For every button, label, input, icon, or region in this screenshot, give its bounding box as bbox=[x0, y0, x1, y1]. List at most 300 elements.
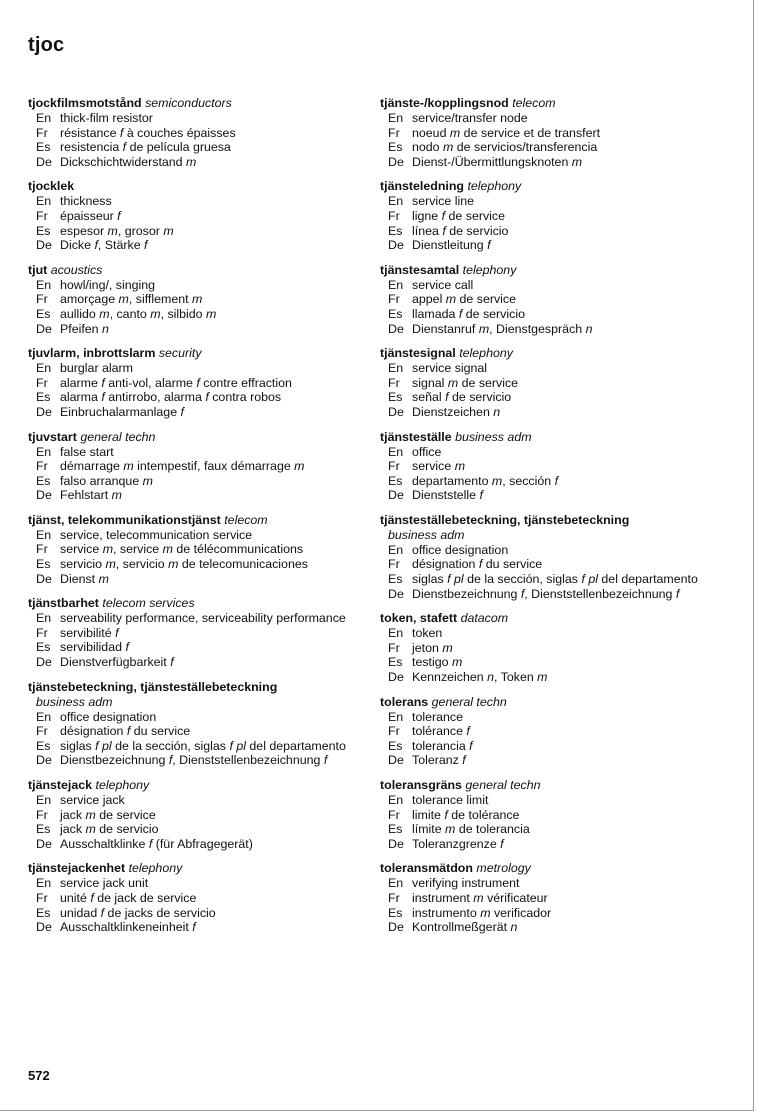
dictionary-entry bbox=[28, 596, 373, 669]
translation-row bbox=[28, 474, 373, 489]
translation-fragment: servibilidad bbox=[60, 640, 126, 655]
domain-label: telecom bbox=[224, 512, 268, 527]
translation-row bbox=[28, 891, 373, 906]
translation-text bbox=[412, 793, 730, 808]
translation-text bbox=[60, 390, 373, 405]
translation-row bbox=[380, 278, 730, 293]
translation-fragment: tolerance limit bbox=[412, 793, 489, 807]
translation-fragment: de télécommunications bbox=[172, 542, 304, 557]
translation-row bbox=[28, 837, 373, 852]
translation-fragment: Dienst bbox=[60, 571, 99, 586]
translation-fragment: instrumento bbox=[412, 905, 481, 920]
translation-fragment: service jack bbox=[60, 793, 125, 807]
translation-text bbox=[60, 405, 373, 420]
translation-fragment: Einbruchalarmanlage bbox=[60, 404, 181, 419]
translation-text bbox=[412, 307, 730, 322]
translation-fragment: servibilité bbox=[60, 625, 116, 640]
translation-row bbox=[380, 209, 730, 224]
translation-fragment: Dienstbezeichnung bbox=[60, 753, 169, 768]
translation-row bbox=[28, 459, 373, 474]
translation-fragment: service jack unit bbox=[60, 876, 149, 891]
translation-fragment: Kennzeichen bbox=[412, 670, 488, 685]
translation-text bbox=[412, 920, 730, 935]
translation-text bbox=[60, 906, 373, 921]
translation-text bbox=[60, 572, 373, 587]
translation-row bbox=[380, 641, 730, 656]
translation-fragment: de service et de transfert bbox=[460, 125, 601, 140]
language-code: Es bbox=[36, 557, 51, 572]
grammar-tag: f bbox=[205, 390, 209, 405]
translation-text bbox=[60, 528, 373, 543]
translation-fragment: limite bbox=[412, 807, 445, 822]
translation-row bbox=[28, 753, 373, 768]
translation-fragment: , canto bbox=[109, 306, 151, 321]
translation-row bbox=[380, 655, 730, 670]
translation-fragment: de jack de service bbox=[93, 890, 197, 905]
translation-fragment: service signal bbox=[412, 361, 488, 376]
translation-text bbox=[412, 572, 730, 587]
language-code: De bbox=[388, 488, 404, 503]
translation-row bbox=[28, 126, 373, 141]
dictionary-entry bbox=[380, 695, 730, 768]
grammar-tag: m bbox=[142, 473, 153, 488]
language-code: Es bbox=[388, 473, 403, 488]
grammar-tag: f bbox=[115, 625, 119, 640]
dictionary-entry bbox=[28, 179, 373, 252]
translation-row bbox=[28, 278, 373, 293]
translation-text bbox=[60, 361, 373, 376]
language-code: En bbox=[36, 277, 52, 292]
translation-fragment: de service bbox=[445, 208, 505, 223]
dictionary-entry bbox=[28, 263, 373, 336]
language-code: Fr bbox=[388, 640, 400, 655]
translation-row bbox=[380, 111, 730, 126]
grammar-tag: m bbox=[445, 822, 456, 837]
translation-row bbox=[28, 808, 373, 823]
language-code: De bbox=[36, 753, 52, 768]
grammar-tag: f bbox=[125, 640, 129, 655]
translation-fragment: Dickschichtwiderstand bbox=[60, 154, 187, 169]
language-code: Es bbox=[36, 738, 51, 753]
translation-text bbox=[412, 891, 730, 906]
domain-label: general techn bbox=[80, 429, 156, 444]
dictionary-entry bbox=[28, 680, 373, 768]
translation-fragment: token bbox=[412, 626, 443, 641]
grammar-tag: f bbox=[466, 724, 470, 739]
translation-fragment: intempestif, faux démarrage bbox=[133, 459, 295, 474]
translation-row bbox=[28, 724, 373, 739]
translation-text bbox=[412, 405, 730, 420]
translation-fragment: du service bbox=[130, 724, 191, 739]
headword: tolerans bbox=[380, 694, 429, 709]
language-code: Es bbox=[388, 223, 403, 238]
headword: tjänstbarhet bbox=[28, 596, 99, 611]
language-code: En bbox=[36, 793, 52, 807]
grammar-tag: m bbox=[491, 473, 503, 488]
page-title: tjoc bbox=[28, 34, 65, 56]
grammar-tag: m bbox=[105, 557, 116, 572]
translation-fragment: , Dienststellenbezeichnung bbox=[172, 753, 324, 768]
language-code: En bbox=[388, 709, 404, 724]
translation-row bbox=[380, 474, 730, 489]
translation-text bbox=[60, 793, 373, 808]
grammar-tag: f bbox=[101, 390, 105, 405]
domain-label: telephony bbox=[462, 262, 517, 277]
translation-fragment: thickness bbox=[60, 194, 112, 209]
translation-row bbox=[28, 920, 373, 935]
headword: tjänste-/kopplingsnod bbox=[380, 96, 509, 110]
dictionary-entry bbox=[380, 778, 730, 851]
translation-row bbox=[380, 710, 730, 725]
grammar-tag: f bbox=[675, 586, 680, 601]
translation-fragment: Dienstleitung bbox=[412, 238, 488, 253]
grammar-tag: m bbox=[111, 488, 122, 503]
translation-row bbox=[28, 238, 373, 253]
grammar-tag: m bbox=[294, 459, 305, 474]
grammar-tag: f bbox=[554, 473, 559, 488]
translation-row bbox=[28, 155, 373, 170]
translation-fragment: de servicio bbox=[448, 390, 512, 405]
translation-text bbox=[60, 724, 373, 739]
translation-fragment: departamento bbox=[412, 473, 492, 488]
translation-text bbox=[60, 542, 373, 557]
translation-fragment: épaisseur bbox=[60, 208, 118, 223]
translation-row bbox=[28, 611, 373, 626]
translation-fragment: jack bbox=[60, 822, 86, 837]
translation-fragment: verifying instrument bbox=[412, 876, 520, 891]
entry-term bbox=[28, 179, 373, 194]
language-code: Fr bbox=[36, 890, 48, 905]
translation-text bbox=[412, 710, 730, 725]
grammar-tag: m bbox=[107, 223, 118, 238]
domain-label: telephony bbox=[95, 778, 150, 792]
translation-row bbox=[28, 209, 373, 224]
domain-label: telecom services bbox=[102, 596, 195, 611]
language-code: En bbox=[388, 876, 404, 891]
translation-fragment: Fehlstart bbox=[60, 488, 112, 503]
translation-text bbox=[412, 238, 730, 253]
translation-row bbox=[380, 543, 730, 558]
translation-fragment: , silbido bbox=[160, 306, 207, 321]
domain-label: telephony bbox=[128, 861, 183, 876]
grammar-tag: m bbox=[98, 571, 109, 586]
translation-row bbox=[380, 572, 730, 587]
translation-fragment: tolérance bbox=[412, 724, 467, 739]
translation-row bbox=[380, 793, 730, 808]
grammar-tag: f bbox=[478, 557, 483, 572]
grammar-tag: f bbox=[487, 238, 491, 253]
translation-row bbox=[380, 876, 730, 891]
translation-fragment: jeton bbox=[412, 640, 443, 655]
grammar-tag: f bbox=[442, 223, 446, 238]
translation-row bbox=[380, 557, 730, 572]
translation-text bbox=[60, 753, 373, 768]
dictionary-entry bbox=[380, 263, 730, 336]
grammar-tag: f bbox=[94, 238, 98, 253]
translation-fragment: , servicio bbox=[115, 557, 169, 572]
grammar-tag: m bbox=[537, 670, 548, 685]
language-code: En bbox=[388, 793, 404, 807]
grammar-tag: m bbox=[85, 822, 96, 837]
language-code: De bbox=[36, 404, 52, 419]
translation-text bbox=[412, 194, 730, 209]
headword: tjänsteställebeteckning, tjänstebeteckning bbox=[380, 512, 630, 527]
language-code: En bbox=[388, 194, 404, 209]
translation-row bbox=[28, 906, 373, 921]
language-code: Fr bbox=[36, 459, 48, 474]
translation-text bbox=[412, 739, 730, 754]
headword: token, stafett bbox=[380, 611, 458, 626]
translation-row bbox=[28, 710, 373, 725]
grammar-tag: f bbox=[441, 208, 446, 223]
grammar-tag: f bbox=[192, 920, 196, 935]
translation-row bbox=[380, 194, 730, 209]
translation-fragment: , sección bbox=[502, 473, 555, 488]
translation-text bbox=[60, 655, 373, 670]
translation-fragment: appel bbox=[412, 292, 446, 307]
page-number: 572 bbox=[28, 1068, 50, 1083]
grammar-tag: f bbox=[196, 375, 200, 390]
translation-row bbox=[28, 640, 373, 655]
translation-row bbox=[380, 837, 730, 852]
grammar-tag: f bbox=[126, 724, 131, 739]
translation-text bbox=[60, 445, 373, 460]
language-code: En bbox=[388, 444, 404, 459]
translation-row bbox=[380, 488, 730, 503]
translation-text bbox=[412, 876, 730, 891]
translation-fragment: unité bbox=[60, 890, 91, 905]
translation-row bbox=[28, 572, 373, 587]
translation-fragment: de la sección, siglas bbox=[111, 738, 230, 753]
translation-row bbox=[380, 739, 730, 754]
translation-row bbox=[28, 626, 373, 641]
grammar-tag: f bbox=[90, 890, 94, 905]
translation-row bbox=[28, 376, 373, 391]
translation-fragment: del departamento bbox=[597, 572, 698, 587]
translation-fragment: testigo bbox=[412, 655, 452, 670]
headword: tjänstebeteckning, tjänsteställebeteckning bbox=[28, 679, 278, 694]
translation-fragment: Toleranz bbox=[412, 753, 463, 768]
entry-term bbox=[28, 346, 373, 361]
language-code: De bbox=[36, 655, 52, 670]
translation-fragment: siglas bbox=[60, 738, 96, 753]
translation-row bbox=[380, 405, 730, 420]
grammar-tag: m bbox=[473, 890, 484, 905]
domain-label: acoustics bbox=[50, 262, 103, 277]
translation-fragment: tolerancia bbox=[412, 738, 470, 753]
entry-term bbox=[380, 179, 730, 194]
language-code: Fr bbox=[388, 125, 400, 140]
translation-text bbox=[412, 140, 730, 155]
translation-text bbox=[60, 626, 373, 641]
grammar-tag: f pl bbox=[447, 572, 464, 587]
translation-fragment: serveability performance, serviceability performance bbox=[60, 611, 346, 626]
translation-fragment: , sifflement bbox=[128, 292, 193, 307]
translation-text bbox=[60, 111, 373, 126]
entry-term bbox=[28, 596, 373, 611]
translation-fragment: , Dienststellenbezeichnung bbox=[524, 586, 676, 601]
entry-term bbox=[28, 263, 373, 278]
grammar-tag: f bbox=[323, 753, 328, 768]
dictionary-entry bbox=[380, 861, 730, 934]
translation-row bbox=[380, 361, 730, 376]
translation-text bbox=[412, 390, 730, 405]
headword: toleransgräns bbox=[380, 778, 462, 792]
translation-row bbox=[28, 793, 373, 808]
language-code: Es bbox=[388, 738, 403, 753]
grammar-tag: m bbox=[478, 321, 490, 336]
translation-row bbox=[380, 626, 730, 641]
translation-fragment: noeud bbox=[412, 125, 450, 140]
domain-label: semiconductors bbox=[145, 96, 232, 110]
translation-row bbox=[380, 891, 730, 906]
language-code: De bbox=[388, 753, 404, 768]
headword: tjockfilmsmotstånd bbox=[28, 96, 142, 110]
language-code: En bbox=[388, 361, 404, 376]
translation-fragment: contre effraction bbox=[199, 375, 292, 390]
grammar-tag: f bbox=[144, 238, 148, 253]
translation-text bbox=[60, 837, 373, 852]
translation-text bbox=[60, 278, 373, 293]
translation-row bbox=[380, 920, 730, 935]
grammar-tag: f pl bbox=[95, 738, 112, 753]
headword: tjänstesignal bbox=[380, 346, 456, 361]
translation-fragment: désignation bbox=[412, 557, 479, 572]
translation-text bbox=[412, 626, 730, 641]
translation-fragment: resistencia bbox=[60, 140, 123, 155]
translation-row bbox=[28, 542, 373, 557]
entry-term bbox=[380, 695, 730, 710]
translation-fragment: de servicios/transferencia bbox=[453, 140, 598, 155]
language-code: Fr bbox=[36, 807, 48, 822]
translation-text bbox=[412, 808, 730, 823]
translation-fragment: service call bbox=[412, 277, 474, 292]
translation-fragment: falso arranque bbox=[60, 473, 143, 488]
language-code: En bbox=[388, 626, 404, 641]
domain-label: business adm bbox=[36, 694, 113, 709]
grammar-tag: f bbox=[520, 586, 525, 601]
language-code: Es bbox=[36, 140, 51, 155]
grammar-tag: m bbox=[163, 223, 174, 238]
language-code: Fr bbox=[36, 724, 48, 739]
grammar-tag: f bbox=[444, 807, 448, 822]
grammar-tag: n bbox=[102, 321, 109, 336]
language-code: En bbox=[36, 361, 52, 376]
translation-fragment: office designation bbox=[60, 709, 157, 724]
translation-row bbox=[380, 140, 730, 155]
entry-term bbox=[380, 778, 730, 793]
translation-text bbox=[412, 292, 730, 307]
translation-fragment: burglar alarm bbox=[60, 361, 133, 376]
grammar-tag: f bbox=[100, 905, 105, 920]
grammar-tag: m bbox=[443, 140, 454, 155]
translation-text bbox=[60, 640, 373, 655]
translation-fragment: de service bbox=[95, 807, 156, 822]
headword: tjuvlarm, inbrottslarm bbox=[28, 346, 156, 361]
grammar-tag: f bbox=[170, 655, 174, 670]
grammar-tag: m bbox=[118, 292, 129, 307]
translation-row bbox=[28, 224, 373, 239]
translation-text bbox=[60, 488, 373, 503]
language-code: De bbox=[36, 321, 52, 336]
translation-row bbox=[28, 876, 373, 891]
grammar-tag: n bbox=[585, 321, 593, 336]
language-code: Es bbox=[36, 905, 51, 920]
language-code: En bbox=[36, 527, 52, 542]
translation-fragment: de service bbox=[458, 375, 519, 390]
translation-text bbox=[412, 655, 730, 670]
entry-term bbox=[28, 430, 373, 445]
translation-text bbox=[412, 278, 730, 293]
language-code: Fr bbox=[388, 459, 400, 474]
translation-row bbox=[28, 307, 373, 322]
translation-fragment: signal bbox=[412, 375, 448, 390]
entry-term bbox=[380, 430, 730, 445]
domain-label: business adm bbox=[388, 527, 465, 542]
language-code: De bbox=[36, 488, 52, 503]
language-code: De bbox=[36, 154, 52, 169]
grammar-tag: f bbox=[462, 753, 466, 768]
translation-row bbox=[28, 655, 373, 670]
translation-fragment: Dienstanruf bbox=[412, 321, 479, 336]
grammar-tag: m bbox=[451, 655, 463, 670]
headword: toleransmätdon bbox=[380, 861, 473, 876]
grammar-tag: m bbox=[99, 306, 110, 321]
translation-text bbox=[60, 808, 373, 823]
translation-fragment: Ausschaltklinke bbox=[60, 836, 149, 851]
headword: tjänst, telekommunikationstjänst bbox=[28, 512, 221, 527]
translation-text bbox=[412, 837, 730, 852]
translation-text bbox=[412, 753, 730, 768]
translation-row bbox=[28, 739, 373, 754]
language-code: De bbox=[388, 238, 404, 253]
language-code: Es bbox=[388, 140, 403, 155]
translation-text bbox=[60, 307, 373, 322]
dictionary-entry bbox=[380, 513, 730, 601]
grammar-tag: m bbox=[206, 306, 217, 321]
language-code: Fr bbox=[388, 557, 400, 572]
translation-text bbox=[412, 670, 730, 685]
entry-term bbox=[28, 96, 373, 111]
translation-fragment: à couches épaisses bbox=[123, 125, 236, 140]
translation-fragment: de servicio bbox=[462, 306, 525, 321]
dictionary-entry bbox=[28, 430, 373, 503]
entry-term bbox=[380, 346, 730, 361]
language-code: Fr bbox=[36, 125, 48, 140]
translation-text bbox=[412, 822, 730, 837]
translation-fragment: , Dienstgespräch bbox=[489, 321, 586, 336]
translation-text bbox=[60, 376, 373, 391]
translation-fragment: límite bbox=[412, 822, 446, 837]
grammar-tag: f bbox=[119, 125, 124, 140]
translation-fragment: antirrobo, alarma bbox=[104, 390, 206, 405]
grammar-tag: m bbox=[445, 292, 457, 307]
headword: tjut bbox=[28, 262, 48, 277]
translation-text bbox=[60, 194, 373, 209]
translation-text bbox=[412, 155, 730, 170]
translation-row bbox=[28, 488, 373, 503]
translation-fragment: désignation bbox=[60, 724, 127, 739]
language-code: En bbox=[36, 111, 52, 125]
translation-fragment: Dienstbezeichnung bbox=[412, 586, 521, 601]
translation-fragment: línea bbox=[412, 223, 443, 238]
translation-fragment: de servicio bbox=[95, 822, 159, 837]
translation-fragment: du service bbox=[482, 557, 543, 572]
language-code: Fr bbox=[36, 208, 48, 223]
translation-fragment: office bbox=[412, 444, 442, 459]
grammar-tag: f bbox=[101, 375, 105, 390]
translation-fragment: llamada bbox=[412, 306, 459, 321]
